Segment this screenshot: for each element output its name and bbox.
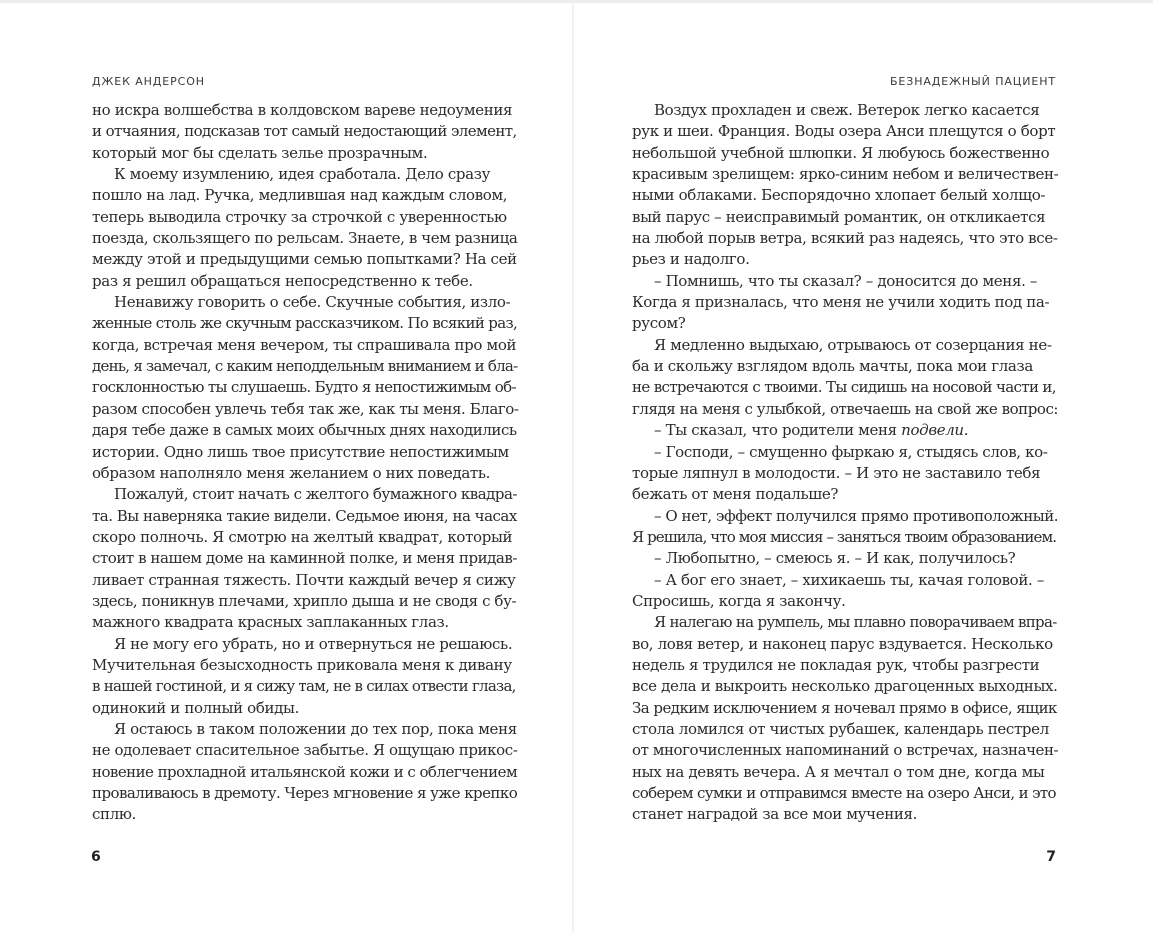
running-head-author: ДЖЕК АНДЕРСОН: [92, 75, 205, 88]
text-line: раз я решил обращаться непосредственно к тебе.: [92, 271, 473, 290]
text-line: на любой порыв ветра, всякий раз надеясь, что это все-: [632, 229, 1058, 248]
text-line: одинокий и полный обиды.: [92, 698, 300, 717]
left-page: [0, 0, 572, 932]
text-line: стола ломился от чистых рубашек, календарь пестрел: [632, 719, 1049, 738]
text-line: в нашей гостиной, и я сижу там, не в силах отвести глаза,: [92, 677, 516, 696]
text-line: здесь, поникнув плечами, хрипло дыша и не сводя с бу-: [92, 591, 517, 610]
text-line: Мучительная безысходность приковала меня к дивану: [92, 655, 512, 674]
text-line: и отчаяния, подсказав тот самый недостающий элемент,: [92, 122, 517, 141]
text-line: рьез и надолго.: [632, 250, 750, 269]
text-line: Я остаюсь в таком положении до тех пор, пока меня: [114, 719, 517, 738]
emphasized-word: подвели: [901, 421, 964, 440]
right-page-body: [632, 100, 1058, 826]
text-line: Пожалуй, стоит начать с желтого бумажного квадра-: [114, 485, 517, 504]
text-line: – Господи, – смущенно фыркаю я, стыдясь слов, ко-: [654, 442, 1048, 461]
left-page-body: [92, 100, 518, 826]
text-line: рук и шеи. Франция. Воды озера Анси плещутся о борт: [632, 122, 1056, 141]
text-line: небольшой учебной шлюпки. Я любуюсь божественно: [632, 143, 1050, 162]
text-line: даря тебе даже в самых моих обычных днях находились: [92, 421, 517, 440]
text-line: Я налегаю на румпель, мы плавно поворачиваем впра-: [654, 613, 1057, 632]
text-line: красивым зрелищем: ярко-синим небом и величествен-: [632, 165, 1059, 184]
text-line: глядя на меня с улыбкой, отвечаешь на свой же вопрос:: [632, 399, 1059, 418]
text-line: теперь выводила строчку за строчкой с уверенностью: [92, 207, 507, 226]
page-number-right: 7: [1046, 849, 1056, 865]
text-line: от многочисленных напоминаний о встречах, назначен-: [632, 741, 1059, 760]
text-line: Я не могу его убрать, но и отвернуться не решаюсь.: [114, 634, 513, 653]
page-number-left: 6: [91, 849, 101, 865]
text-line: ливает странная тяжесть. Почти каждый вечер я сижу: [92, 570, 516, 589]
text-line: пошло на лад. Ручка, медлившая над каждым словом,: [92, 186, 508, 205]
text-line: – А бог его знает, – хихикаешь ты, качая головой. –: [654, 570, 1044, 589]
text-line: образом наполняло меня желанием о них поведать.: [92, 463, 491, 482]
text-line: госклонностью ты слушаешь. Будто я непостижимым об-: [92, 378, 516, 397]
text-line: За редким исключением я ночевал прямо в офисе, ящик: [632, 698, 1057, 717]
text-line: когда, встречая меня вечером, ты спрашивала про мой: [92, 335, 517, 354]
text-line: Спросишь, когда я закончу.: [632, 591, 846, 610]
text-line: бежать от меня подальше?: [632, 485, 839, 504]
text-line: [632, 420, 1058, 441]
text-line: Воздух прохладен и свеж. Ветерок легко касается: [654, 101, 1040, 119]
text-line: стоит в нашем доме на каминной полке, и меня придав-: [92, 549, 518, 568]
text-line: день, я замечал, с каким неподдельным вниманием и бла-: [92, 357, 518, 376]
text-line: Когда я призналась, что меня не учили ходить под па-: [632, 293, 1050, 312]
text-line: сплю.: [92, 805, 137, 824]
text-line: ба и скольжу взглядом вдоль мачты, пока мои глаза: [632, 357, 1033, 376]
text-line: женные столь же скучным рассказчиком. По всякий раз,: [92, 314, 518, 333]
text-line: вый парус – неисправимый романтик, он откликается: [632, 207, 1046, 226]
text-line: новение прохладной итальянской кожи и с облегчением: [92, 762, 518, 781]
text-line-segment: .: [963, 421, 969, 440]
text-line: русом?: [632, 314, 686, 333]
text-line: К моему изумлению, идея сработала. Дело сразу: [114, 165, 491, 184]
text-line: истории. Одно лишь твое присутствие непостижимым: [92, 442, 509, 461]
text-line: все дела и выкроить несколько драгоценных выходных.: [632, 677, 1058, 696]
text-line: проваливаюсь в дремоту. Через мгновение я уже крепко: [92, 784, 518, 802]
text-line: но искра волшебства в колдовском вареве недоумения: [92, 101, 513, 119]
text-line: та. Вы наверняка такие видели. Седьмое июня, на часах: [92, 506, 517, 525]
text-line: который мог бы сделать зелье прозрачным.: [92, 143, 428, 162]
text-line: недель я трудился не покладая рук, чтобы разгрести: [632, 655, 1040, 674]
text-line: Я решила, что моя миссия – заняться твоим образованием.: [632, 527, 1057, 546]
text-line-segment: – Ты сказал, что родители меня: [654, 421, 902, 440]
running-head-title: БЕЗНАДЕЖНЫЙ ПАЦИЕНТ: [889, 75, 1056, 88]
text-line: не встречаются с твоими. Ты сидишь на носовой части и,: [632, 378, 1056, 397]
text-line: во, ловя ветер, и наконец парус вздувается. Несколько: [632, 634, 1053, 653]
text-line: Ненавижу говорить о себе. Скучные события, изло-: [114, 293, 511, 312]
text-line: – Помнишь, что ты сказал? – доносится до меня. –: [654, 271, 1038, 290]
text-line: ными облаками. Беспорядочно хлопает белый холщо-: [632, 186, 1046, 205]
text-line: ных на девять вечера. А я мечтал о том дне, когда мы: [632, 762, 1045, 781]
text-line: поезда, скользящего по рельсам. Знаете, в чем разница: [92, 229, 518, 248]
text-line: разом способен увлечь тебя так же, как ты меня. Благо-: [92, 399, 519, 418]
right-page: [574, 0, 1153, 932]
text-line: Я медленно выдыхаю, отрываюсь от созерцания не-: [654, 335, 1052, 354]
text-line: скоро полночь. Я смотрю на желтый квадрат, который: [92, 527, 513, 546]
text-line: торые ляпнул в молодости. – И это не заставило тебя: [632, 463, 1041, 482]
text-line: мажного квадрата красных заплаканных глаз.: [92, 613, 449, 632]
text-line: – Любопытно, – смеюсь я. – И как, получилось?: [654, 549, 1016, 568]
text-line: – О нет, эффект получился прямо противоположный.: [654, 506, 1059, 525]
text-line: не одолевает спасительное забытье. Я ощущаю прикос-: [92, 741, 518, 760]
text-line: станет наградой за все мои мучения.: [632, 805, 918, 824]
text-line: соберем сумки и отправимся вместе на озеро Анси, и это: [632, 784, 1056, 802]
text-line: между этой и предыдущими семью попытками? На сей: [92, 250, 517, 269]
